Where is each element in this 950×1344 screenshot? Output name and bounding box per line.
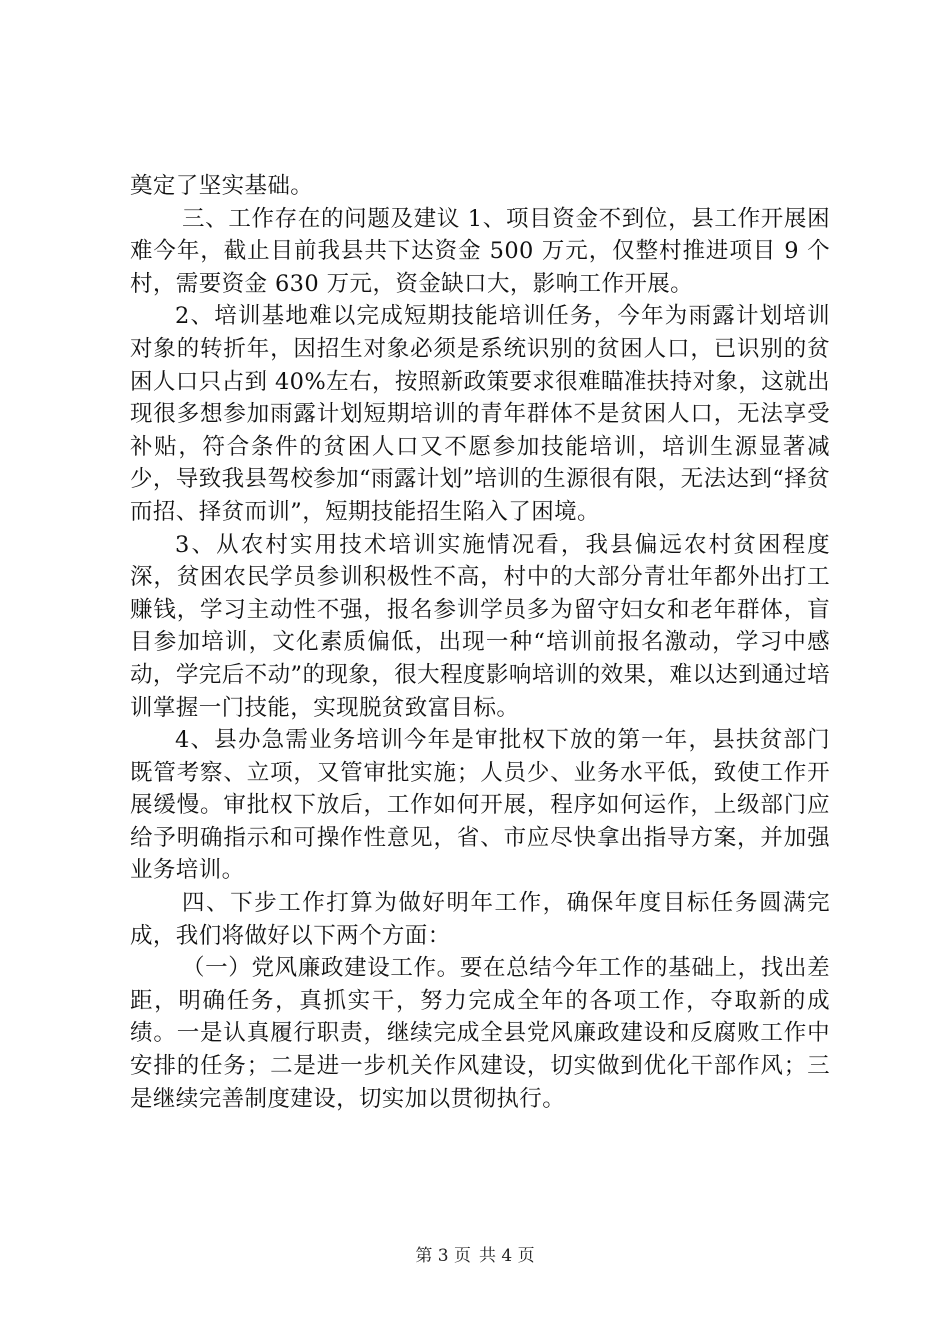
paragraph-item-two: 2、培训基地难以完成短期技能培训任务，今年为雨露计划培训对象的转折年，因招生对象必须是系统识别的贫困人口，已识别的贫困人口只占到 40%左右，按照新政策要求很难瞄准扶持对象，这就出现很多想参加雨露计划短期培训的青年群体不是贫困人口，无法享受补贴，符合条件的贫困人口又不愿参加技能培训，培训生源显著减少，导致我县驾校参加“雨露计划”培训的生源很有限，无法达到“择贫而招、择贫而训”，短期技能招生陷入了困境。 [130, 303, 830, 525]
paragraph-section-four: 四、下步工作打算为做好明年工作，确保年度目标任务圆满完成，我们将做好以下两个方面： [130, 890, 830, 949]
paragraph-subsection-one: （一）党风廉政建设工作。要在总结今年工作的基础上，找出差距，明确任务，真抓实干，努力完成全年的各项工作，夺取新的成绩。一是认真履行职责，继续完成全县党风廉政建设和反腐败工作中安排的任务；二是进一步机关作风建设，切实做到优化干部作风；三是继续完善制度建设，切实加以贯彻执行。 [130, 955, 830, 1112]
paragraph-item-three: 3、从农村实用技术培训实施情况看，我县偏远农村贫困程度深，贫困农民学员参训积极性不高，村中的大部分青壮年都外出打工赚钱，学习主动性不强，报名参训学员多为留守妇女和老年群体，盲目参加培训，文化素质偏低，出现一种“培训前报名激动，学习中感动，学完后不动”的现象，很大程度影响培训的效果，难以达到通过培训掌握一门技能，实现脱贫致富目标。 [130, 531, 830, 721]
page-footer [0, 1245, 950, 1267]
page-number-total: 共 4 页 [479, 1246, 535, 1266]
document-body [130, 170, 830, 1115]
paragraph-section-three: 三、工作存在的问题及建议 1、项目资金不到位，县工作开展困难今年，截止目前我县共下达资金 500 万元，仅整村推进项目 9 个村，需要资金 630 万元，资金缺口大，影响工作开展。 [130, 205, 830, 297]
page-number-current: 第 3 页 [415, 1246, 471, 1266]
paragraph-item-four: 4、县办急需业务培训今年是审批权下放的第一年，县扶贫部门既管考察、立项，又管审批实施；人员少、业务水平低，致使工作开展缓慢。审批权下放后，工作如何开展，程序如何运作，上级部门应给予明确指示和可操作性意见，省、市应尽快拿出指导方案，并加强业务培训。 [130, 727, 830, 884]
paragraph-continuation: 奠定了坚实基础。 [130, 173, 314, 199]
